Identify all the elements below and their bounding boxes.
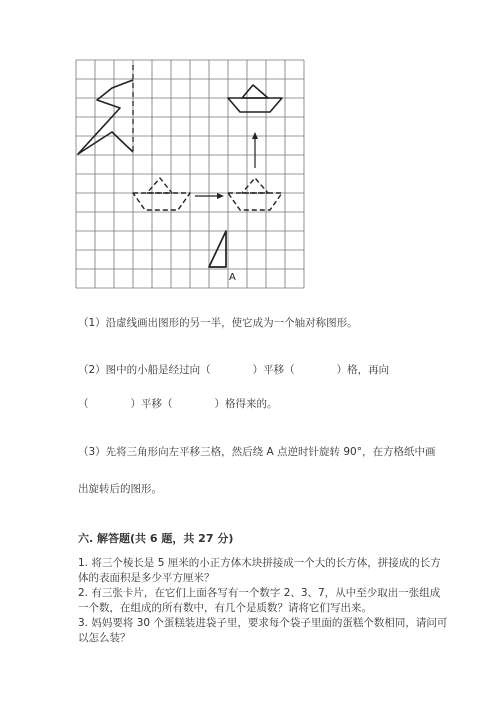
question-2-line-2: （ ）平移（ ）格得来的。 <box>78 398 278 410</box>
arrow-right <box>195 193 224 199</box>
grid-lines <box>76 60 304 288</box>
problem-1 <box>78 556 478 585</box>
grid-figure <box>0 0 500 300</box>
boat-original <box>228 85 282 112</box>
section-title: 六. 解答题(共 6 题，共 27 分) <box>78 532 234 545</box>
problem-2-line-1: 2. 有三张卡片，在它们上面各写有一个数字 2、3、7，从中至少取出一张组成 <box>78 587 441 599</box>
question-3-line-1: （3）先将三角形向左平移三格，然后绕 A 点逆时针旋转 90°，在方格纸中画 <box>78 446 436 458</box>
problem-3 <box>78 616 478 645</box>
problem-2 <box>78 586 478 615</box>
problem-3-line-2: 以怎么装？ <box>78 631 131 644</box>
problem-3-line-1: 3. 妈妈要将 30 个蛋糕装进袋子里，要求每个袋子里面的蛋糕个数相同，请问可 <box>78 617 448 629</box>
problem-2-line-2: 一个数，在组成的所有数中，有几个是质数？请将它们写出来。 <box>78 601 372 614</box>
question-1: （1）沿虚线画出图形的另一半，使它成为一个轴对称图形。 <box>78 317 358 329</box>
problem-1-line-2: 体的表面积是多少平方厘米？ <box>78 571 215 584</box>
problem-1-line-1: 1. 将三个棱长是 5 厘米的小正方体木块拼接成一个大的长方体，拼接成的长方 <box>78 557 441 569</box>
point-a-label: A <box>229 272 236 283</box>
right-triangle <box>209 231 226 267</box>
question-2-line-1: （2）图中的小船是经过向（ ）平移（ ）格，再向 <box>78 364 390 376</box>
boat-dashed-right <box>228 178 282 210</box>
arrow-up <box>252 132 258 168</box>
question-3-line-2: 出旋转后的图形。 <box>78 483 162 495</box>
boat-dashed-left <box>133 178 190 210</box>
